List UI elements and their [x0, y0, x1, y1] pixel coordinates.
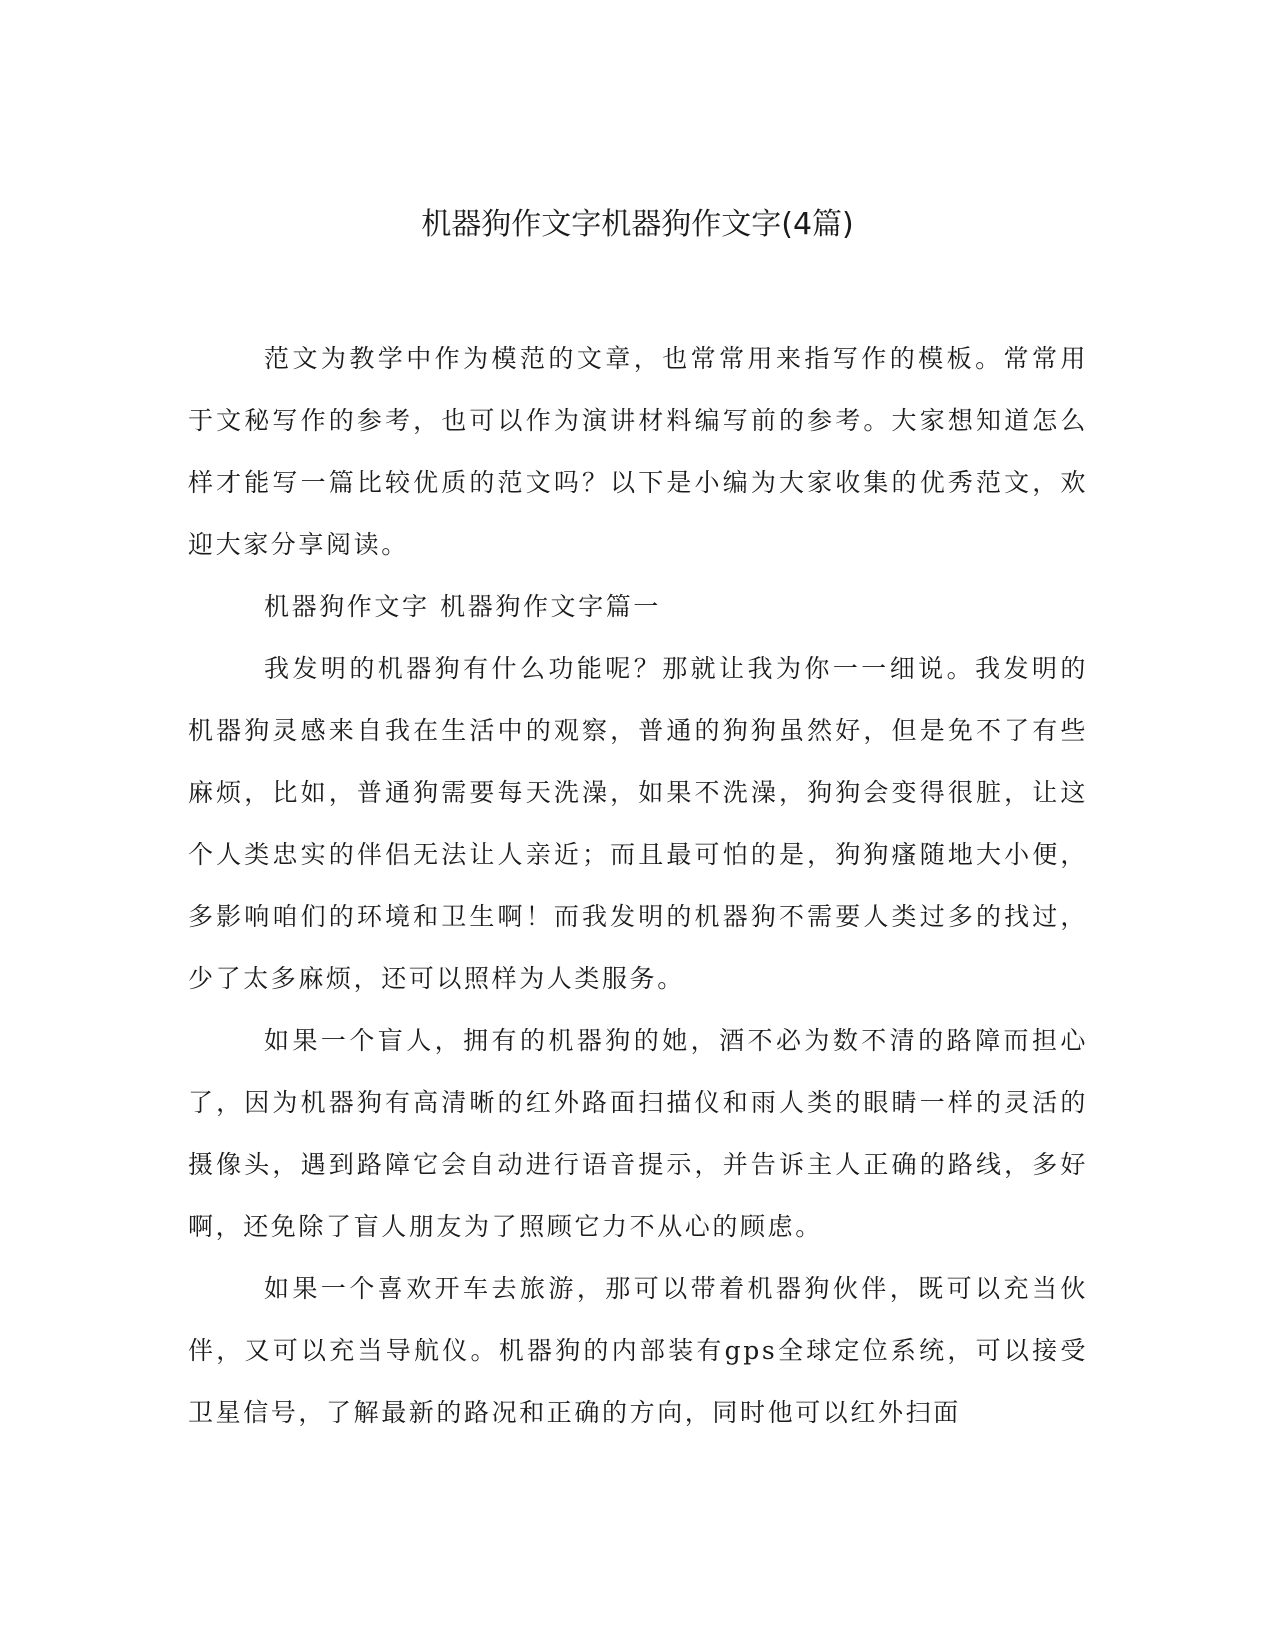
document-title: 机器狗作文字机器狗作文字(4篇) [421, 207, 854, 242]
document-body [188, 328, 1088, 1444]
body-paragraph: 如果一个盲人，拥有的机器狗的她，酒不必为数不清的路障而担心了，因为机器狗有高清晰的红外路面扫描仪和雨人类的眼睛一样的灵活的摄像头，遇到路障它会自动进行语音提示，并告诉主人正确的路线，多好啊，还免除了盲人朋友为了照顾它力不从心的顾虑。 [188, 1026, 1088, 1241]
section-heading: 机器狗作文字 机器狗作文字篇一 [264, 592, 661, 621]
body-paragraph: 如果一个喜欢开车去旅游，那可以带着机器狗伙伴，既可以充当伙伴，又可以充当导航仪。机器狗的内部装有gps全球定位系统，可以接受卫星信号，了解最新的路况和正确的方向，同时他可以红外扫面 [188, 1274, 1088, 1427]
intro-paragraph: 范文为教学中作为模范的文章，也常常用来指写作的模板。常常用于文秘写作的参考，也可以作为演讲材料编写前的参考。大家想知道怎么样才能写一篇比较优质的范文吗？以下是小编为大家收集的优秀范文，欢迎大家分享阅读。 [188, 344, 1088, 559]
body-paragraph: 我发明的机器狗有什么功能呢？那就让我为你一一细说。我发明的机器狗灵感来自我在生活中的观察，普通的狗狗虽然好，但是免不了有些麻烦，比如，普通狗需要每天洗澡，如果不洗澡，狗狗会变得很脏，让这个人类忠实的伴侣无法让人亲近；而且最可怕的是，狗狗瘙随地大小便，多影响咱们的环境和卫生啊！而我发明的机器狗不需要人类过多的找过，少了太多麻烦，还可以照样为人类服务。 [188, 654, 1088, 993]
